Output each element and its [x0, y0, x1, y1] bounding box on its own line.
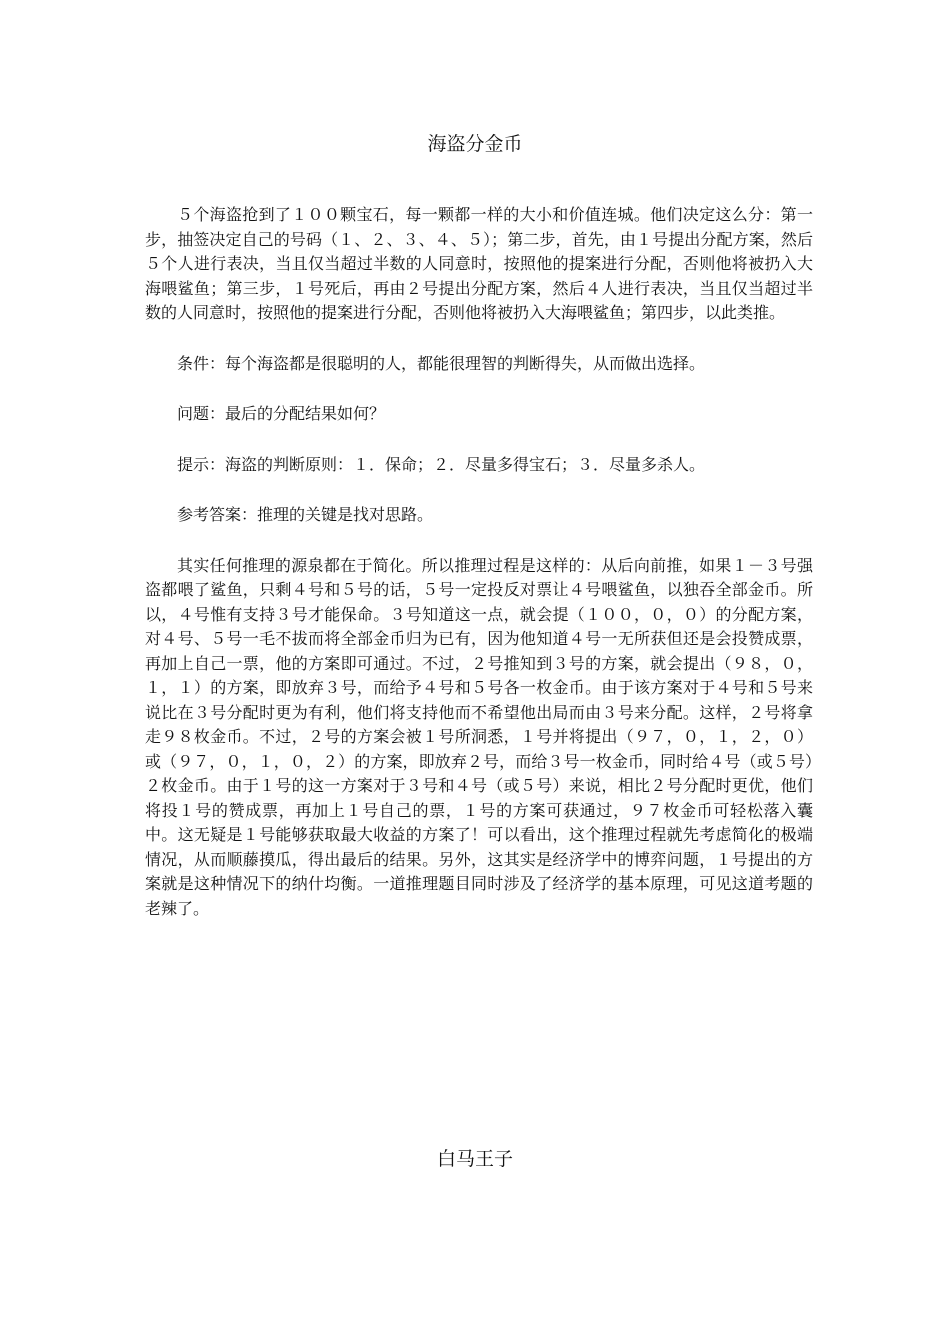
problem-paragraph: ５个海盗抢到了１００颗宝石，每一颗都一样的大小和价值连城。他们决定这么分：第一步，抽签决定自己的号码（１、２、３、４、５）；第二步，首先，由１号提出分配方案，然后５个人进行表决，当且仅当超过半数的人同意时，按照他的提案进行分配，否则他将被扔入大海喂鲨鱼；第三步，１号死后，再由２号提出分配方案，然后４人进行表决，当且仅当超过半数的人同意时，按照他的提案进行分配，否则他将被扔入大海喂鲨鱼；第四步，以此类推。 [145, 205, 813, 322]
document-body [145, 203, 813, 921]
next-section-title: 白马王子 [436, 1148, 513, 1170]
document-title: 海盗分金币 [427, 133, 523, 155]
question-paragraph: 问题：最后的分配结果如何？ [177, 404, 386, 423]
hint-paragraph: 提示：海盗的判断原则：１．保命；２．尽量多得宝石；３．尽量多杀人。 [177, 454, 706, 474]
answer-paragraph: 参考答案：推理的关键是找对思路。 [177, 505, 434, 524]
condition-paragraph: 条件：每个海盗都是很聪明的人，都能很理智的判断得失，从而做出选择。 [177, 353, 706, 373]
explanation-paragraph: 其实任何推理的源泉都在于简化。所以推理过程是这样的：从后向前推，如果１－３号强盗都喂了鲨鱼，只剩４号和５号的话，５号一定投反对票让４号喂鲨鱼，以独吞全部金币。所以，４号惟有支持３号才能保命。３号知道这一点，就会提（１００，０，０）的分配方案，对４号、５号一毛不拔而将全部金币归为已有，因为他知道４号一无所获但还是会投赞成票，再加上自己一票，他的方案即可通过。不过，２号推知到３号的方案，就会提出（９８，０，１，１）的方案，即放弃３号，而给予４号和５号各一枚金币。由于该方案对于４号和５号来说比在３号分配时更为有利，他们将支持他而不希望他出局而由３号来分配。这样，２号将拿走９８枚金币。不过，２号的方案会被１号所洞悉，１号并将提出（９７，０，１，２，０）或（９７，０，１，０，２）的方案，即放弃２号，而给３号一枚金币，同时给４号（或５号）２枚金币。由于１号的这一方案对于３号和４号（或５号）来说，相比２号分配时更优，他们将投１号的赞成票，再加上１号自己的票，１号的方案可获通过，９７枚金币可轻松落入囊中。这无疑是１号能够获取最大收益的方案了！可以看出，这个推理过程就先考虑简化的极端情况，从而顺藤摸瓜，得出最后的结果。另外，这其实是经济学中的博弈问题，１号提出的方案就是这种情况下的纳什均衡。一道推理题目同时涉及了经济学的基本原理，可见这道考题的老辣了。 [145, 555, 813, 918]
